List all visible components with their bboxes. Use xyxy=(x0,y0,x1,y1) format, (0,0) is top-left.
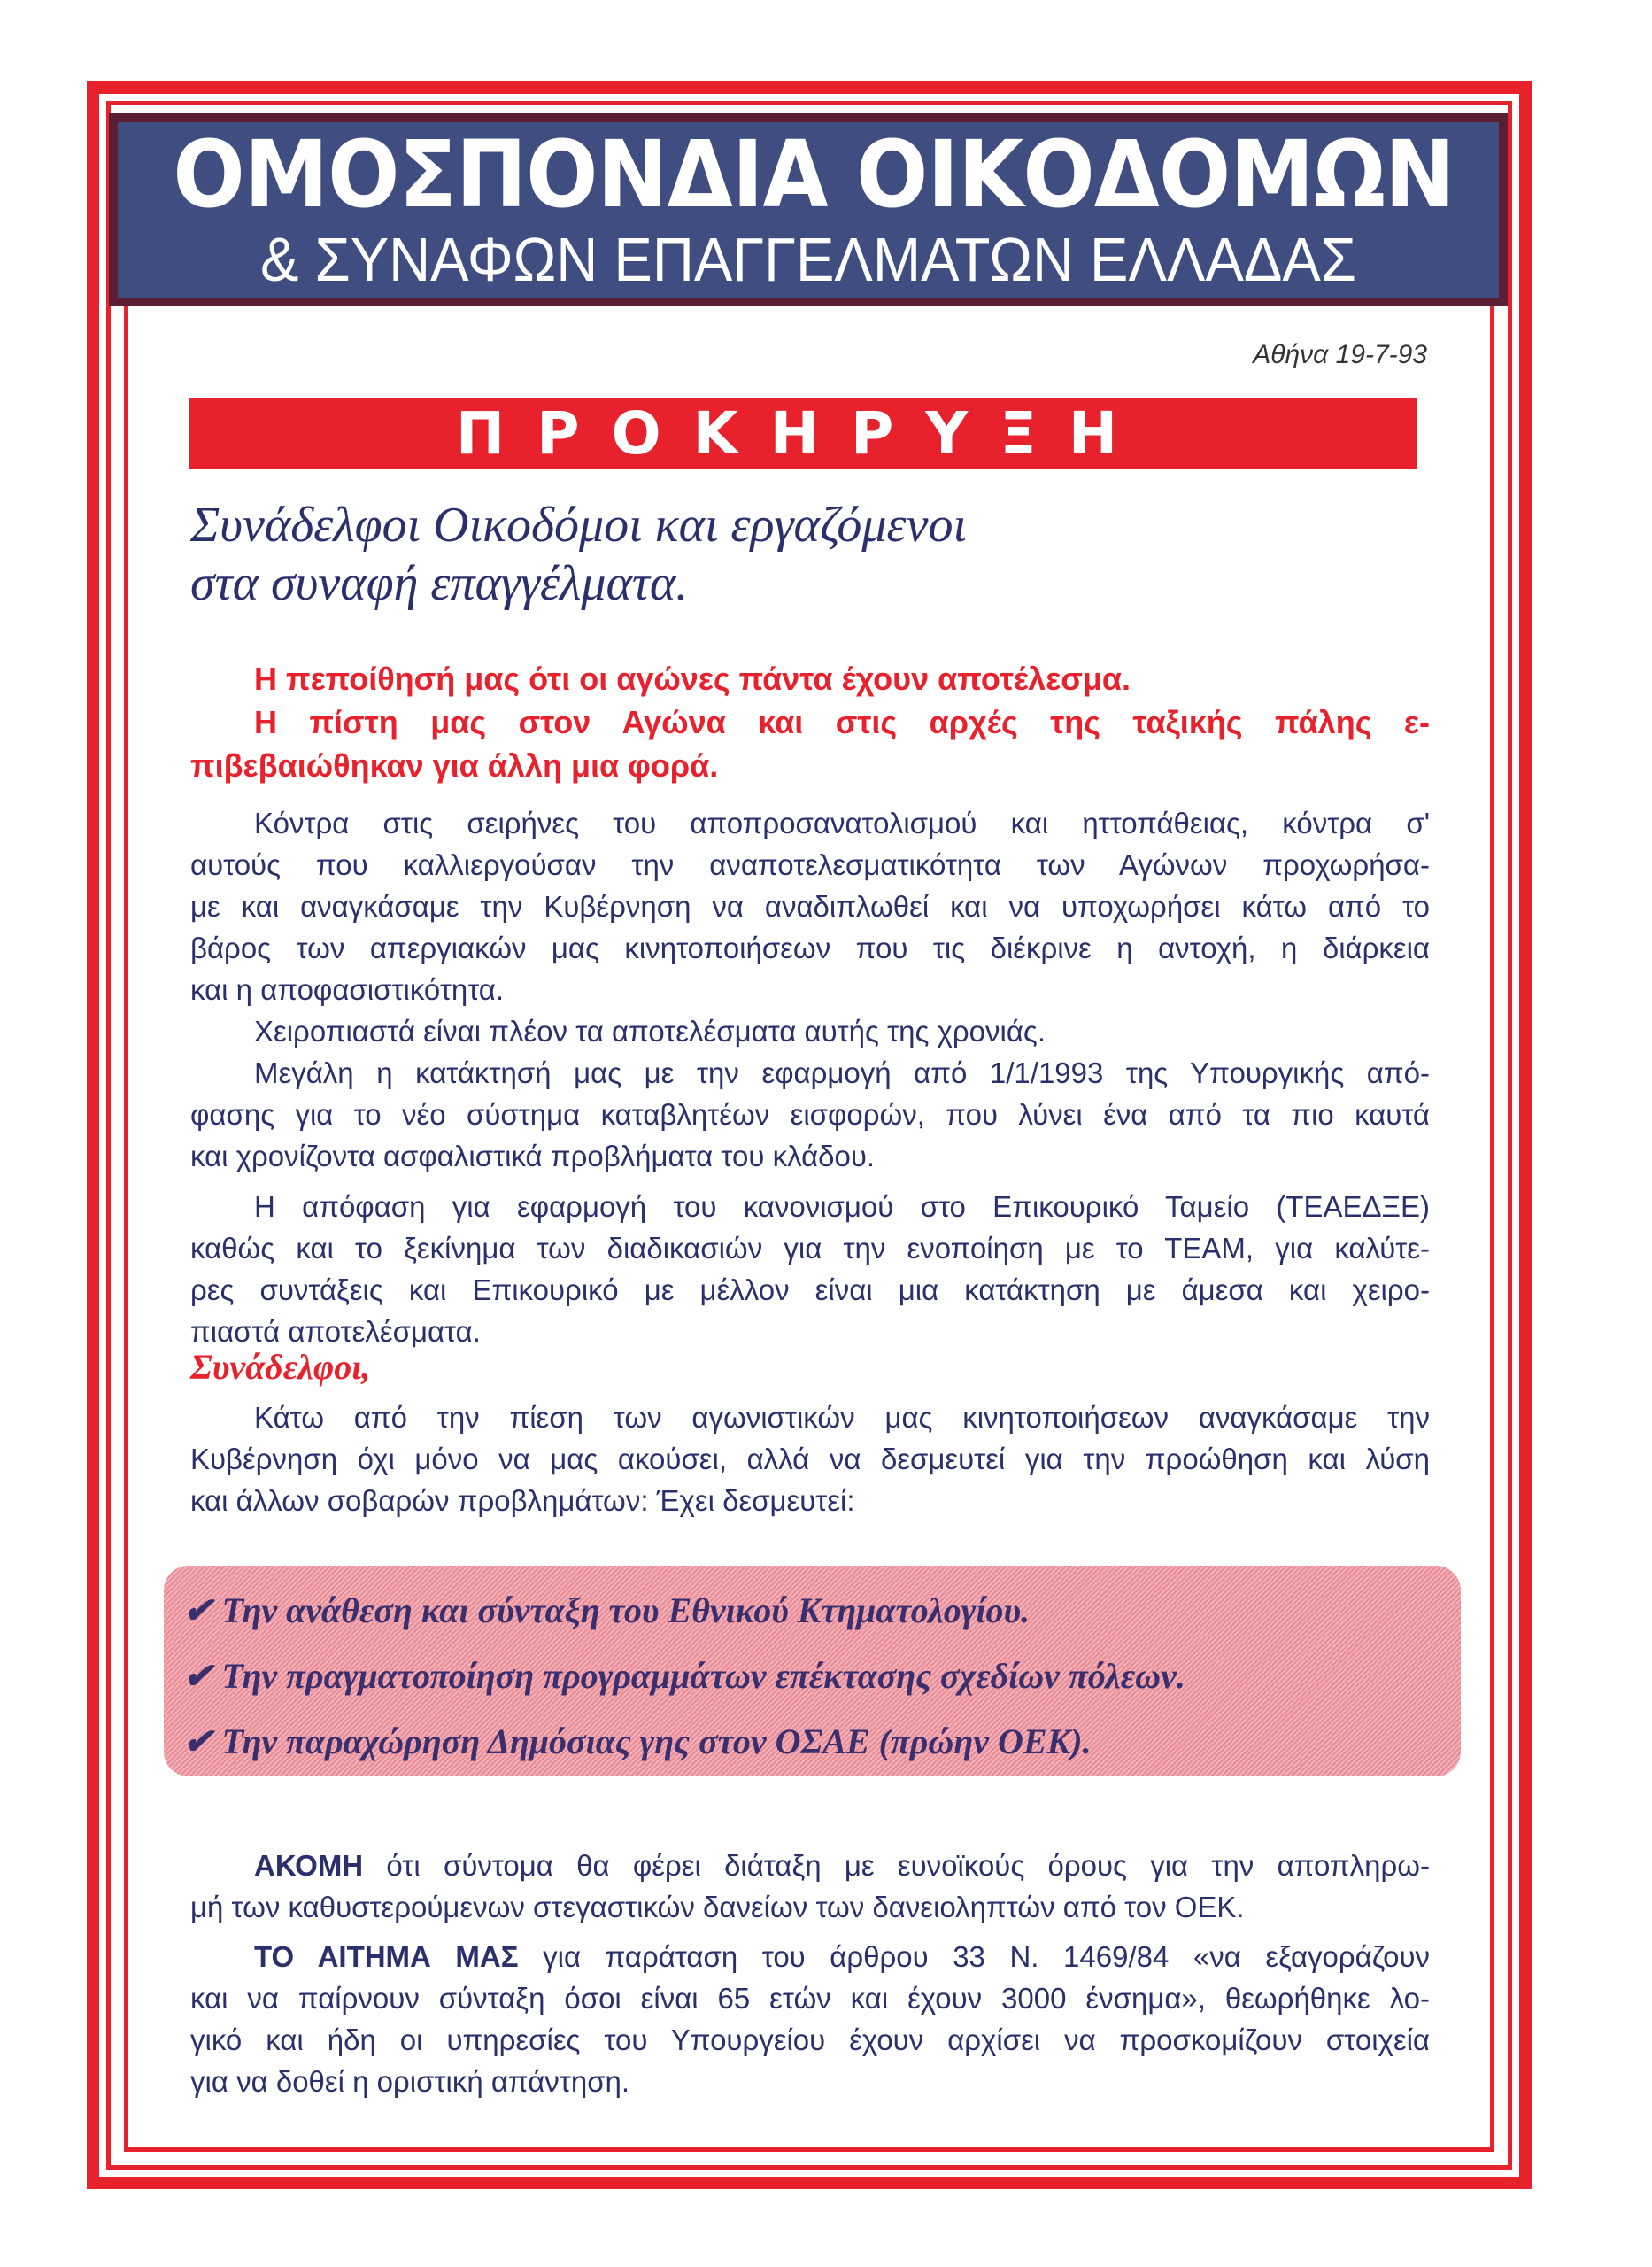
greeting-line: στα συναφή επαγγέλματα. xyxy=(190,556,689,611)
text-span: για παράταση του άρθρου 33 Ν. 1469/84 «να εξαγοράζουν xyxy=(518,1940,1430,1973)
text-line: Κόντρα στις σειρήνες του αποπροσανατολισμού και ηττοπάθειας, κόντρα σ' xyxy=(254,807,1430,839)
text-line: πιαστά αποτελέσματα. xyxy=(190,1315,481,1348)
masthead xyxy=(109,113,1508,306)
title-banner: ΠΡΟΚΗΡΥΞΗ xyxy=(189,398,1417,469)
text-line xyxy=(190,1936,1430,1977)
commitment-item: ✔ Την ανάθεση και σύνταξη του Εθνικού Κτηματολογίου. xyxy=(183,1590,1031,1630)
greeting-line: Συνάδελφοι Οικοδόμοι και εργαζόμενοι xyxy=(190,498,967,553)
commitment-item: ✔ Την παραχώρηση Δημόσιας γης στον ΟΣΑΕ (πρώην ΟΕΚ). xyxy=(183,1722,1092,1761)
text-span: ότι σύντομα θα φέρει διάταξη με ευνοϊκούς όρους για την αποπληρω- xyxy=(363,1849,1430,1882)
text-line: ρες συντάξεις και Επικουρικό με μέλλον είναι μια κατάκτηση με άμεσα και χειρο- xyxy=(190,1273,1430,1306)
text-line: και άλλων σοβαρών προβλημάτων: Έχει δεσμευτεί: xyxy=(190,1484,855,1517)
red-line: Η πίστη μας στον Αγώνα και στις αρχές της ταξικής πάλης ε- xyxy=(254,704,1430,740)
text-line: αυτούς που καλλιεργούσαν την αναποτελεσματικότητα των Αγώνων προχωρήσα- xyxy=(190,848,1430,881)
text-line: Χειροπιαστά είναι πλέον τα αποτελέσματα αυτής της χρονιάς. xyxy=(254,1015,1046,1048)
text-line: με και αναγκάσαμε την Κυβέρνηση να αναδιπλωθεί και να υποχωρήσει κάτω από το xyxy=(190,890,1430,923)
text-line: καθώς και το ξεκίνημα των διαδικασιών για την ενοποίηση με το ΤΕΑΜ, για καλύτε- xyxy=(190,1232,1430,1265)
text-line: μή των καθυστερούμενων στεγαστικών δανείων των δανειοληπτών από τον ΟΕΚ. xyxy=(190,1891,1245,1923)
text-line: και να παίρνουν σύνταξη όσοι είναι 65 ετών και έχουν 3000 ένσημα», θεωρήθηκε λο- xyxy=(190,1982,1430,2015)
text-line: Κυβέρνηση όχι μόνο να μας ακούσει, αλλά να δεσμευτεί για την προώθηση και λύση xyxy=(190,1443,1430,1475)
text-line: και η αποφασιστικότητα. xyxy=(190,973,505,1006)
commitment-item: ✔ Την πραγματοποίηση προγραμμάτων επέκτασης σχεδίων πόλεων. xyxy=(183,1656,1185,1696)
text-line xyxy=(190,1845,1430,1886)
red-statement xyxy=(190,657,1430,787)
paragraph-5 xyxy=(190,1397,1430,1521)
red-line: Η πεποίθησή μας ότι οι αγώνες πάντα έχουν αποτέλεσμα. xyxy=(254,661,1131,697)
paragraph-4 xyxy=(190,1186,1430,1352)
text-line: Μεγάλη η κατάκτησή μας με την εφαρμογή από 1/1/1993 της Υπουργικής από- xyxy=(254,1056,1430,1089)
greeting xyxy=(190,496,967,613)
paragraph-1 xyxy=(190,802,1430,1052)
text-line: γικό και ήδη οι υπηρεσίες του Υπουργείου έχουν αρχίσει να προσκομίζουν στοιχεία xyxy=(190,2023,1430,2056)
paragraph-3 xyxy=(190,1052,1430,1177)
red-line: πιβεβαιώθηκαν για άλλη μια φορά. xyxy=(190,747,719,784)
lead-word: ΑΚΟΜΗ xyxy=(254,1849,364,1882)
subheading: Συνάδελφοι, xyxy=(190,1347,371,1387)
text-line: Η απόφαση για εφαρμογή του κανονισμού στο Επικουρικό Ταμείο (ΤΕΑΕΔΞΕ) xyxy=(254,1190,1430,1223)
paragraph-7 xyxy=(190,1936,1430,2102)
text-line: για να δοθεί η οριστική απάντηση. xyxy=(190,2065,630,2098)
masthead-subtitle: & ΣΥΝΑΦΩΝ ΕΠΑΓΓΕΛΜΑΤΩΝ ΕΛΛΑΔΑΣ xyxy=(259,225,1357,294)
paragraph-6 xyxy=(190,1845,1430,1928)
date: Αθήνα 19-7-93 xyxy=(1253,340,1427,369)
masthead-title: ΟΜΟΣΠΟΝΔΙΑ ΟΙΚΟΔΟΜΩΝ xyxy=(173,120,1455,228)
text-line: Κάτω από την πίεση των αγωνιστικών μας κινητοποιήσεων αναγκάσαμε την xyxy=(254,1401,1430,1434)
lead-word: ΤΟ ΑΙΤΗΜΑ ΜΑΣ xyxy=(254,1940,519,1973)
commitments-box xyxy=(164,1566,1461,1776)
text-line: φασης για το νέο σύστημα καταβλητέων εισφορών, που λύνει ένα από τα πιο καυτά xyxy=(190,1098,1430,1131)
text-line: βάρος των απεργιακών μας κινητοποιήσεων που τις διέκρινε η αντοχή, η διάρκεια xyxy=(190,932,1430,964)
text-line: και χρονίζοντα ασφαλιστικά προβλήματα του κλάδου. xyxy=(190,1140,876,1172)
